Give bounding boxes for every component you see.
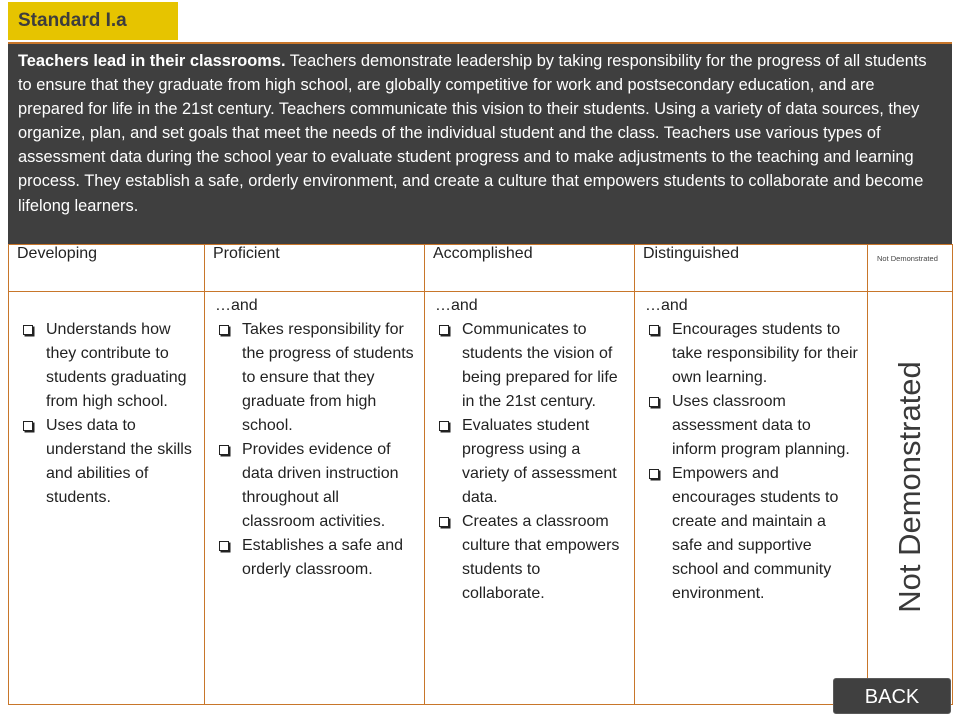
proficient-item-text: Takes responsibility for the progress of students to ensure that they graduate from high school.: [242, 321, 414, 434]
list-item: [215, 318, 416, 438]
standard-description-body: Teachers demonstrate leadership by taking responsibility for the progress of all students to ensure that they graduate from high school, are globally competitive for work and postsecondary education, and are prepared for life in the 21st century. Teachers communicate this vision to their students. Using a variety of data sources, they organize, plan, and set goals that meet the needs of the individual student and the class. Teachers use various types of assessment data during the school year to evaluate student progress and to make adjustments to the teaching and learning process. They establish a safe, orderly environment, and create a culture that empowers students to collaborate and become lifelong learners.: [18, 52, 927, 215]
checkbox-icon: [219, 325, 229, 335]
checkbox-icon: [439, 517, 449, 527]
checkbox-icon: [439, 325, 449, 335]
checkbox-icon: [23, 325, 33, 335]
list-item: [435, 414, 626, 510]
rubric-table: [8, 244, 953, 705]
distinguished-cell: [635, 292, 868, 705]
column-header-not-demonstrated: Not Demonstrated: [868, 245, 953, 292]
list-item: [645, 318, 859, 390]
checkbox-icon: [219, 541, 229, 551]
not-demonstrated-label: Not Demonstrated: [892, 361, 927, 613]
standard-description: [8, 42, 952, 244]
list-item: [435, 510, 626, 606]
proficient-cell: [205, 292, 425, 705]
checkbox-icon: [649, 469, 659, 479]
distinguished-list: [645, 318, 859, 606]
accomplished-item-text: Creates a classroom culture that empowers students to collaborate.: [462, 513, 620, 602]
accomplished-cell: [425, 292, 635, 705]
developing-cell: [9, 292, 205, 705]
rubric-body-row: [9, 292, 953, 705]
accomplished-list: [435, 318, 626, 606]
checkbox-icon: [649, 325, 659, 335]
list-item: [19, 414, 196, 510]
list-item: [645, 390, 859, 462]
list-item: [19, 318, 196, 414]
developing-item-text: Understands how they contribute to students graduating from high school.: [46, 321, 187, 410]
checkbox-icon: [23, 421, 33, 431]
back-button[interactable]: BACK: [833, 678, 951, 714]
checkbox-icon: [439, 421, 449, 431]
and-prefix: …and: [645, 297, 688, 314]
column-header-proficient: Proficient: [205, 245, 425, 292]
standard-tab: Standard I.a: [8, 2, 178, 40]
accomplished-item-text: Evaluates student progress using a variety of assessment data.: [462, 417, 617, 506]
proficient-item-text: Provides evidence of data driven instruction throughout all classroom activities.: [242, 441, 399, 530]
not-demonstrated-cell[interactable]: [868, 292, 953, 705]
list-item: [215, 534, 416, 582]
distinguished-item-text: Uses classroom assessment data to inform program planning.: [672, 393, 850, 458]
standard-description-lead: Teachers lead in their classrooms.: [18, 52, 286, 70]
proficient-list: [215, 318, 416, 582]
rubric-header-row: [9, 245, 953, 292]
and-prefix: …and: [215, 297, 258, 314]
developing-list: [19, 318, 196, 510]
accomplished-item-text: Communicates to students the vision of being prepared for life in the 21st century.: [462, 321, 618, 410]
developing-item-text: Uses data to understand the skills and abilities of students.: [46, 417, 192, 506]
developing-spacer: [19, 294, 196, 318]
list-item: [215, 438, 416, 534]
distinguished-item-text: Empowers and encourages students to create and maintain a safe and supportive school and community environment.: [672, 465, 839, 602]
column-header-distinguished: Distinguished: [635, 245, 868, 292]
proficient-item-text: Establishes a safe and orderly classroom.: [242, 537, 403, 578]
checkbox-icon: [219, 445, 229, 455]
list-item: [645, 462, 859, 606]
checkbox-icon: [649, 397, 659, 407]
list-item: [435, 318, 626, 414]
column-header-developing: Developing: [9, 245, 205, 292]
and-prefix: …and: [435, 297, 478, 314]
distinguished-item-text: Encourages students to take responsibility for their own learning.: [672, 321, 858, 386]
column-header-accomplished: Accomplished: [425, 245, 635, 292]
